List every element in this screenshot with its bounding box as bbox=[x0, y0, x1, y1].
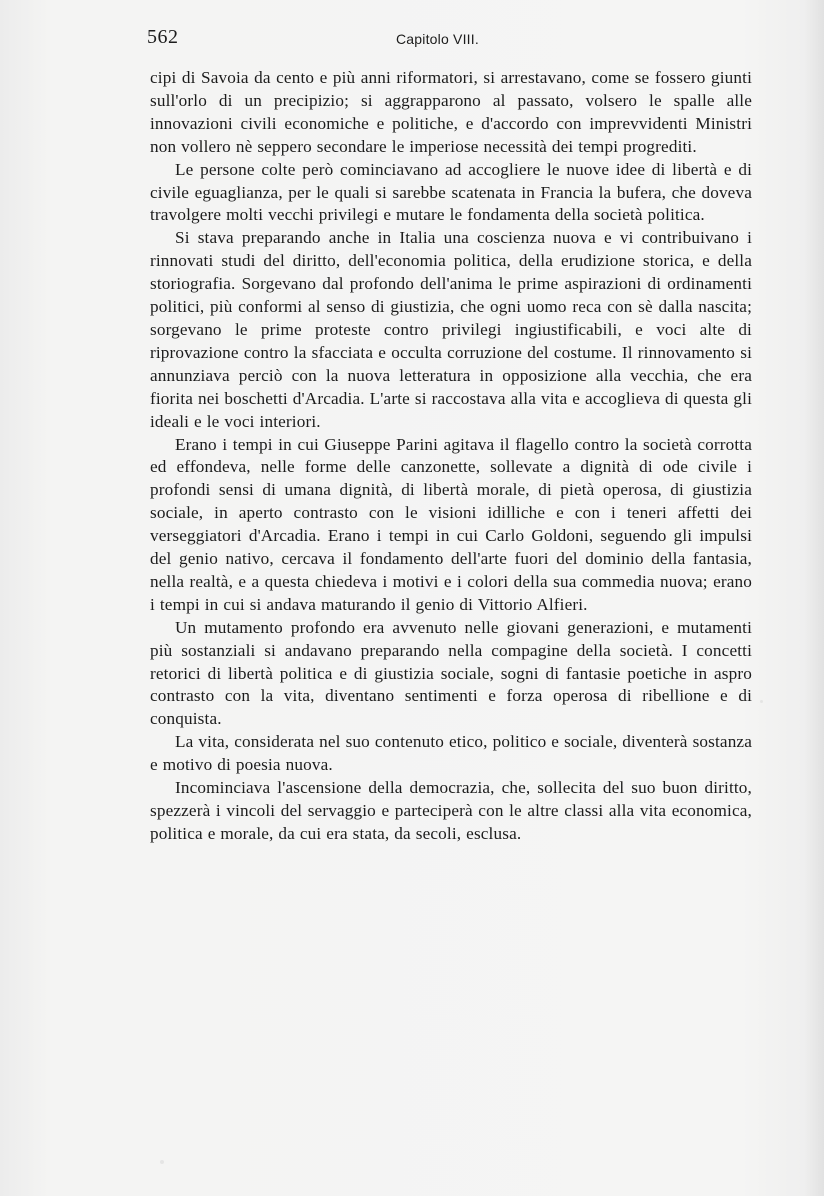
running-title: Capitolo VIII. bbox=[396, 31, 479, 47]
paper-speck bbox=[160, 1160, 164, 1164]
paragraph: Le persone colte però cominciavano ad accogliere le nuove idee di libertà e di civile eguaglianza, per le quali si sarebbe scatenata in Francia la bufera, che doveva travolgere molti vecchi privilegi e mutare le fondamenta della società politica. bbox=[150, 159, 752, 225]
paragraph: La vita, considerata nel suo contenuto etico, politico e sociale, diventerà sostanza e motivo di poesia nuova. bbox=[150, 732, 752, 775]
paragraph: Un mutamento profondo era avvenuto nelle giovani generazioni, e mutamenti più sostanziali si andavano preparando nella compagine della società. I concetti retorici di libertà politica e di giustizia sociale, sogni di fantasie poetiche in aspro contrasto con la vita, diventano sentimenti e forza operosa di ribellione e di conquista. bbox=[150, 617, 752, 729]
paragraph: cipi di Savoia da cento e più anni riformatori, si arrestavano, come se fossero giunti sull'orlo di un precipizio; si aggrapparono al passato, volsero le spalle alle innovazioni civili economiche e politiche, e d'accordo con imprevvidenti Ministri non vollero nè seppero secondare le imperiose necessità dei tempi progrediti. bbox=[150, 68, 752, 156]
paragraph: Incominciava l'ascensione della democrazia, che, sollecita del suo buon diritto, spezzerà i vincoli del servaggio e parteciperà con le altre classi alla vita economica, politica e morale, da cui era stata, da secoli, esclusa. bbox=[150, 778, 752, 843]
paragraph: Si stava preparando anche in Italia una coscienza nuova e vi contribuivano i rinnovati studi del diritto, dell'economia politica, della erudizione storica, e della storiografia. Sorgevano dal profondo dell'anima le prime aspirazioni di ordinamenti politici, più conformi al senso di giustizia, che ogni uomo reca con sè dalla nascita; sorgevano le prime proteste contro privilegi ingiustificabili, e voci alte di riprovazione contro la sfacciata e occulta corruzione del costume. Il rinnovamento si annunziava perciò con la nuova letteratura in opposizione alla vecchia, che era fiorita nei boschetti d'Arcadia. L'arte si raccostava alla vita e accoglieva di questa gli ideali e le voci interiori. bbox=[150, 228, 752, 431]
paragraph: Erano i tempi in cui Giuseppe Parini agitava il flagello contro la società corrotta ed effondeva, nelle forme delle canzonette, sollevate a dignità di ode civile i profondi sensi di umana dignità, di libertà morale, di pietà operosa, di giustizia sociale, in aperto contrasto con le visioni idilliche e con i teneri affetti dei verseggiatori d'Arcadia. Erano i tempi in cui Carlo Goldoni, seguendo gli impulsi del genio nativo, cercava il fondamento dell'arte fuori del dominio della fantasia, nella realtà, e a questa chiedeva i motivi e i colori della sua commedia nuova; erano i tempi in cui si andava maturando il genio di Vittorio Alfieri. bbox=[150, 434, 752, 614]
page-edge-shadow bbox=[804, 0, 824, 1196]
body-text bbox=[150, 67, 752, 846]
paper-speck bbox=[760, 700, 763, 703]
page-number: 562 bbox=[147, 26, 179, 48]
